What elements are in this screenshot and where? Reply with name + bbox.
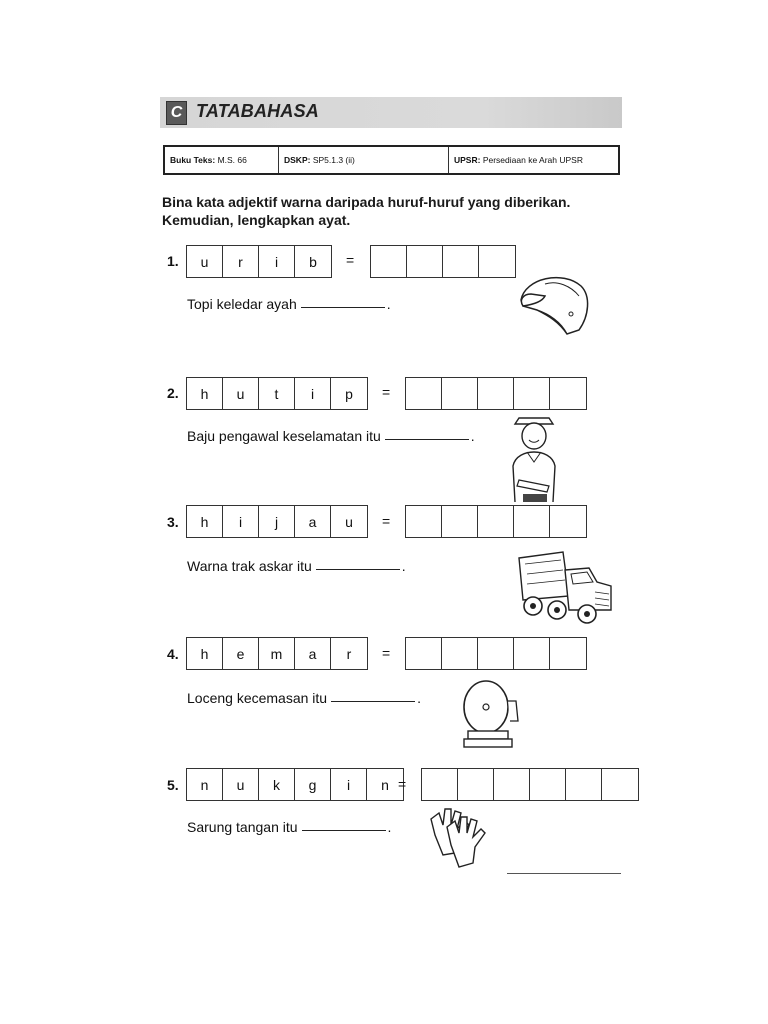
sentence-line [187, 428, 475, 444]
equals-sign: = [346, 252, 355, 268]
reference-table [163, 145, 620, 175]
sentence-end: . [417, 690, 421, 706]
section-badge: C [166, 101, 187, 125]
sentence-text: Sarung tangan itu [187, 819, 298, 835]
answer-box[interactable] [550, 506, 586, 537]
letter-tile: i [259, 246, 295, 277]
answer-box[interactable] [442, 506, 478, 537]
upsr-label: UPSR: [454, 155, 481, 165]
sentence-line [187, 819, 391, 835]
dskp-label: DSKP: [284, 155, 311, 165]
answer-box[interactable] [478, 506, 514, 537]
sentence-end: . [387, 819, 392, 835]
letter-tile: r [346, 645, 352, 662]
section-title: TATABAHASA [196, 101, 319, 121]
equals-sign: = [398, 776, 407, 792]
answer-boxes [370, 245, 516, 278]
instruction-text: Bina kata adjektif warna daripada huruf-huruf yang diberikan. Kemudian, lengkapkan ayat. [162, 194, 571, 228]
dskp-value: SP5.1.3 (ii) [312, 155, 355, 165]
letter-tile: a [295, 638, 331, 669]
letter-tile: r [223, 246, 259, 277]
letter-tile: h [187, 506, 223, 537]
answer-box[interactable] [602, 769, 638, 800]
sentence-end: . [470, 428, 475, 444]
answer-blank[interactable] [331, 700, 415, 702]
sentence-line [187, 296, 391, 312]
question-number: 3. [167, 514, 179, 530]
upsr-value: Persediaan ke Arah UPSR [482, 155, 583, 165]
answer-boxes [421, 768, 639, 801]
answer-boxes [405, 637, 587, 670]
sentence-text: Baju pengawal keselamatan itu [187, 428, 381, 444]
letter-tile: b [309, 253, 317, 270]
gloves-icon [425, 805, 493, 873]
answer-box[interactable] [514, 378, 550, 409]
buku-teks-value: M.S. 66 [217, 155, 247, 165]
equals-sign: = [382, 513, 391, 529]
letter-tile: n [187, 769, 223, 800]
letter-tiles [186, 505, 368, 538]
letter-tile: u [223, 769, 259, 800]
answer-box[interactable] [406, 638, 442, 669]
answer-box[interactable] [479, 246, 515, 277]
sentence-text: Topi keledar ayah [187, 296, 297, 312]
army-truck-icon [515, 548, 615, 626]
buku-teks-label: Buku Teks: [170, 155, 216, 165]
answer-blank[interactable] [301, 306, 385, 308]
answer-box[interactable] [550, 638, 586, 669]
security-guard-icon [505, 410, 565, 505]
letter-tile: a [295, 506, 331, 537]
sentence-end: . [386, 296, 391, 312]
answer-box[interactable] [494, 769, 530, 800]
letter-tile: u [345, 513, 353, 530]
letter-tiles [186, 377, 368, 410]
letter-tile: h [187, 378, 223, 409]
letter-tile: g [295, 769, 331, 800]
sentence-text: Warna trak askar itu [187, 558, 312, 574]
answer-box[interactable] [550, 378, 586, 409]
answer-box[interactable] [566, 769, 602, 800]
answer-box[interactable] [442, 378, 478, 409]
letter-tile: p [345, 385, 353, 402]
answer-box[interactable] [478, 378, 514, 409]
answer-blank[interactable] [316, 568, 400, 570]
answer-blank[interactable] [302, 829, 386, 831]
letter-tile: t [259, 378, 295, 409]
sentence-end: . [401, 558, 406, 574]
letter-tiles [186, 637, 368, 670]
answer-blank[interactable] [385, 438, 469, 440]
letter-tile: k [259, 769, 295, 800]
letter-tile: h [187, 638, 223, 669]
question-number: 2. [167, 385, 179, 401]
helmet-icon [515, 270, 595, 340]
question-number: 5. [167, 777, 179, 793]
letter-tile: i [331, 769, 367, 800]
answer-boxes [405, 505, 587, 538]
answer-box[interactable] [530, 769, 566, 800]
answer-box[interactable] [478, 638, 514, 669]
answer-box[interactable] [443, 246, 479, 277]
equals-sign: = [382, 645, 391, 661]
sentence-text: Loceng kecemasan itu [187, 690, 328, 706]
letter-tile: u [187, 246, 223, 277]
answer-box[interactable] [371, 246, 407, 277]
alarm-bell-icon [460, 675, 522, 753]
upsr-cell [449, 147, 618, 173]
answer-box[interactable] [442, 638, 478, 669]
answer-box[interactable] [407, 246, 443, 277]
answer-boxes [405, 377, 587, 410]
letter-tiles [186, 768, 407, 801]
letter-tile: n [381, 776, 389, 793]
answer-box[interactable] [458, 769, 494, 800]
sentence-line [187, 690, 421, 706]
sentence-line [187, 558, 406, 574]
letter-tile: e [223, 638, 259, 669]
signature-line [507, 873, 621, 874]
answer-box[interactable] [406, 506, 442, 537]
letter-tile: u [223, 378, 259, 409]
answer-box[interactable] [514, 638, 550, 669]
dskp-cell [279, 147, 449, 173]
letter-tile: j [259, 506, 295, 537]
letter-tile: i [295, 378, 331, 409]
letter-tile: m [259, 638, 295, 669]
answer-box[interactable] [406, 378, 442, 409]
answer-box[interactable] [422, 769, 458, 800]
buku-teks-cell [165, 147, 279, 173]
letter-tiles [186, 245, 332, 278]
question-number: 1. [167, 253, 179, 269]
letter-tile: i [223, 506, 259, 537]
equals-sign: = [382, 384, 391, 400]
question-number: 4. [167, 646, 179, 662]
answer-box[interactable] [514, 506, 550, 537]
